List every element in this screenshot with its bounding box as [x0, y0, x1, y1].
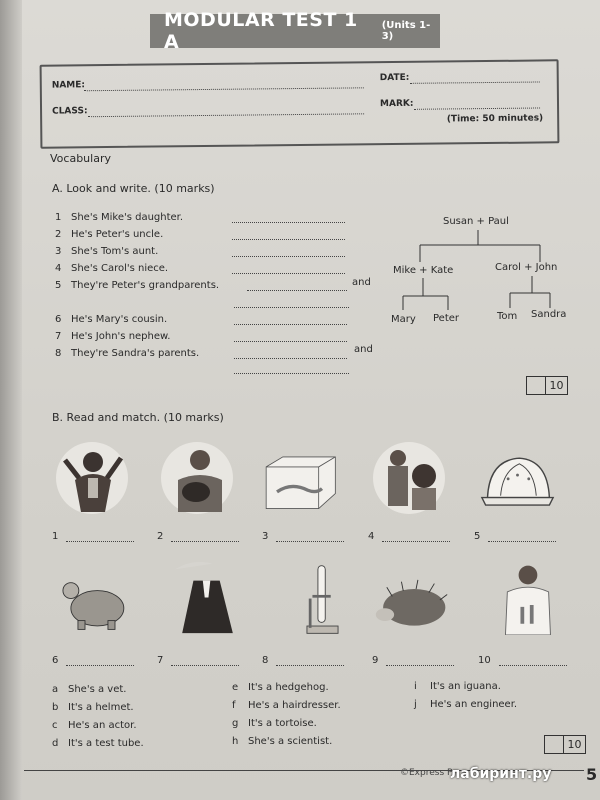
match-option	[52, 684, 126, 695]
picture-number: 5	[474, 531, 481, 542]
answer-blank[interactable]	[386, 657, 454, 666]
answer-blank[interactable]	[66, 657, 134, 666]
picture-number: 2	[157, 531, 164, 542]
option-letter: c	[52, 720, 58, 731]
tree-root-couple: Susan + Paul	[443, 216, 509, 227]
test-title: MODULAR TEST 1 A	[164, 9, 358, 53]
match-option	[414, 681, 501, 692]
time-limit: (Time: 50 minutes)	[446, 113, 544, 125]
option-text: He's a hairdresser.	[248, 700, 341, 711]
match-option	[232, 700, 341, 711]
tortoise-icon	[55, 565, 130, 640]
picture-number: 1	[52, 531, 59, 542]
picture-caption	[262, 531, 344, 542]
question-number: 8	[55, 348, 62, 359]
option-letter: i	[414, 681, 417, 692]
page-number: 5	[586, 765, 598, 784]
section-b-score: 10	[567, 738, 582, 751]
tree-child: Sandra	[531, 309, 567, 320]
match-option	[232, 682, 329, 693]
picture-caption	[474, 531, 556, 542]
picture-caption	[52, 531, 134, 542]
answer-blank[interactable]	[171, 657, 239, 666]
question-text: They're Sandra's parents.	[71, 348, 200, 359]
actor-photo-icon	[55, 440, 130, 515]
question-number: 1	[55, 212, 62, 223]
match-option	[52, 702, 134, 713]
question-text: He's Mary's cousin.	[71, 314, 168, 325]
tree-right-couple: Carol + John	[495, 262, 558, 273]
question-number: 7	[55, 331, 62, 342]
name-label: NAME:	[51, 80, 86, 91]
match-option	[232, 718, 317, 729]
answer-blank[interactable]	[171, 533, 239, 542]
hedgehog-icon	[374, 568, 449, 643]
question-number: 4	[55, 263, 62, 274]
section-b-score-box[interactable]	[544, 735, 586, 754]
and-word: and	[354, 344, 373, 355]
option-text: It's a tortoise.	[248, 718, 317, 729]
picture-caption	[157, 531, 239, 542]
option-letter: a	[52, 684, 59, 695]
answer-blank[interactable]	[66, 533, 134, 542]
question-number: 2	[55, 229, 62, 240]
hairdresser-photo-icon	[372, 440, 447, 515]
tree-child: Tom	[497, 311, 518, 322]
publisher-credit: ©Express P	[400, 768, 453, 778]
picture-number: 4	[368, 531, 375, 542]
option-text: It's a test tube.	[68, 738, 144, 749]
option-text: She's a scientist.	[248, 736, 333, 747]
match-option	[52, 738, 144, 749]
tree-left-couple: Mike + Kate	[393, 265, 454, 276]
match-option	[414, 699, 517, 710]
and-word: and	[352, 277, 371, 288]
vet-with-dog-photo-icon	[160, 440, 235, 515]
option-text: He's an engineer.	[430, 699, 518, 710]
picture-number: 3	[262, 531, 269, 542]
section-b-title: B. Read and match. (10 marks)	[52, 411, 224, 424]
option-letter: f	[232, 700, 236, 711]
class-label: CLASS:	[52, 106, 88, 117]
iguana-in-tank-icon	[262, 444, 337, 519]
option-letter: g	[232, 718, 239, 729]
picture-caption	[368, 531, 450, 542]
vocabulary-heading: Vocabulary	[50, 152, 111, 165]
question-text: He's Peter's uncle.	[71, 229, 164, 240]
picture-caption	[157, 655, 239, 666]
question-text: They're Peter's grandparents.	[71, 280, 220, 291]
option-letter: h	[232, 736, 239, 747]
question-number: 3	[55, 246, 62, 257]
picture-number: 7	[157, 655, 164, 666]
question-text: He's John's nephew.	[71, 331, 171, 342]
option-letter: d	[52, 738, 59, 749]
section-a-title: A. Look and write. (10 marks)	[52, 182, 215, 195]
scientist-photo-icon	[490, 560, 565, 635]
watermark: лабиринт.ру	[450, 766, 552, 782]
picture-caption	[478, 655, 567, 666]
picture-number: 10	[478, 655, 491, 666]
tree-child: Mary	[391, 314, 416, 325]
question-text: She's Tom's aunt.	[71, 246, 159, 257]
option-text: It's an iguana.	[430, 681, 501, 692]
tree-child: Peter	[433, 313, 460, 324]
answer-blank[interactable]	[499, 657, 567, 666]
option-letter: e	[232, 682, 239, 693]
picture-number: 8	[262, 655, 269, 666]
picture-number: 6	[52, 655, 59, 666]
picture-caption	[52, 655, 134, 666]
answer-blank[interactable]	[488, 533, 556, 542]
question-number: 5	[55, 280, 62, 291]
person-in-suit-icon	[170, 560, 245, 635]
match-option	[232, 736, 332, 747]
question-number: 6	[55, 314, 62, 325]
match-option	[52, 720, 137, 731]
option-letter: b	[52, 702, 59, 713]
mark-label: MARK:	[379, 98, 414, 110]
helmet-icon	[480, 446, 555, 521]
option-letter: j	[414, 699, 417, 710]
option-text: He's an actor.	[68, 720, 137, 731]
picture-caption	[262, 655, 344, 666]
picture-caption	[372, 655, 454, 666]
question-text: She's Carol's niece.	[71, 263, 169, 274]
option-text: It's a helmet.	[68, 702, 134, 713]
answer-blank[interactable]	[382, 533, 450, 542]
picture-number: 9	[372, 655, 379, 666]
option-text: She's a vet.	[68, 684, 127, 695]
test-units: (Units 1-3)	[381, 20, 431, 42]
question-text: She's Mike's daughter.	[71, 212, 184, 223]
test-tube-icon	[285, 562, 360, 637]
option-text: It's a hedgehog.	[248, 682, 329, 693]
section-a-score-box[interactable]	[526, 376, 568, 395]
date-label: DATE:	[379, 72, 410, 84]
answer-blank[interactable]	[276, 533, 344, 542]
answer-blank[interactable]	[276, 657, 344, 666]
section-a-score: 10	[549, 379, 564, 392]
